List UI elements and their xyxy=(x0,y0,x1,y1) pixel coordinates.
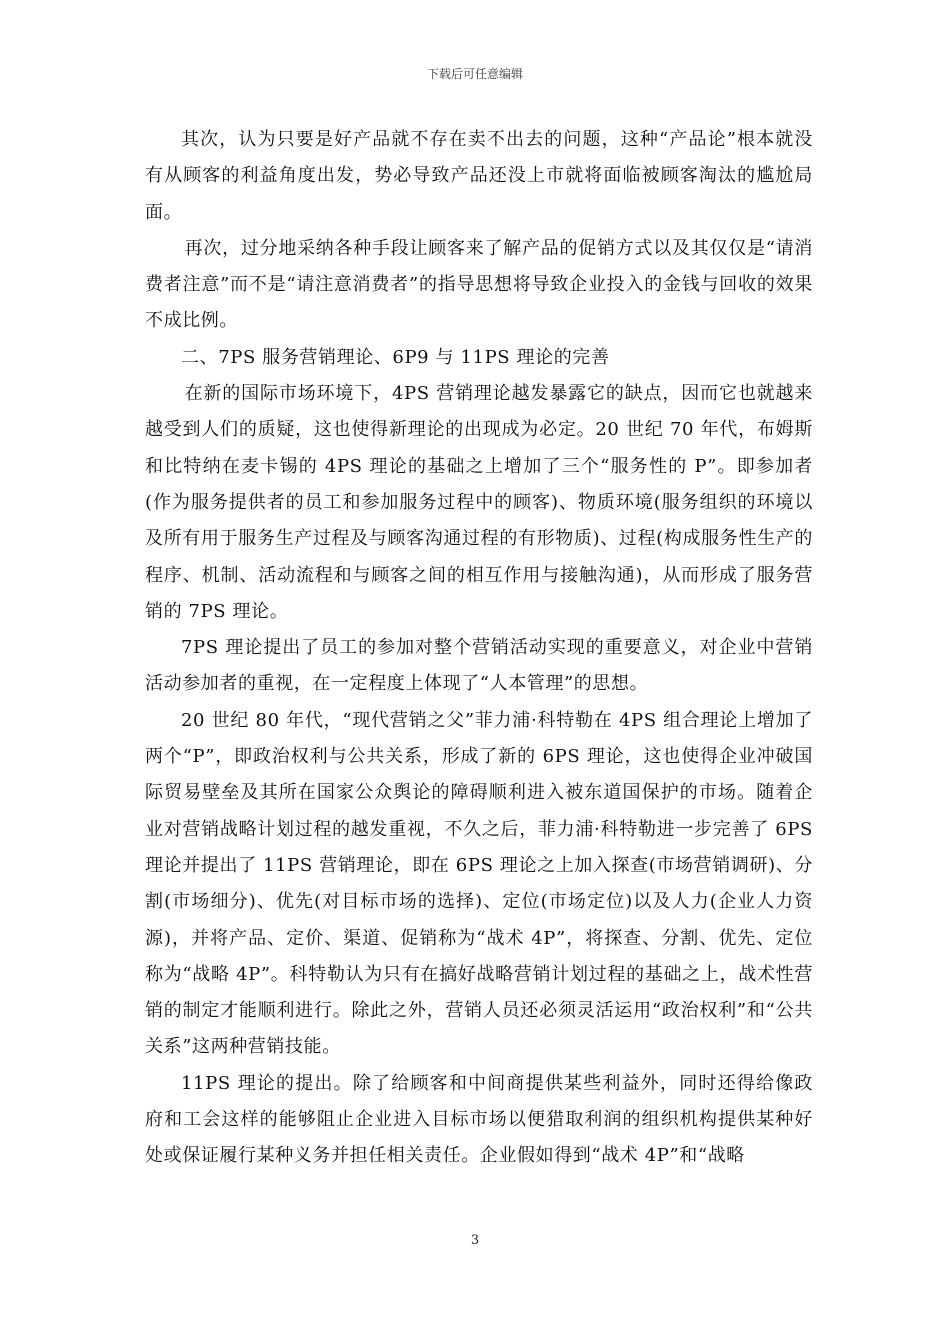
page-number: 3 xyxy=(470,1233,480,1248)
paragraph: 20 世纪 80 年代，“现代营销之父”菲力浦·科特勒在 4PS 组合理论上增加了两个“P”，即政治权利与公共关系，形成了新的 6PS 理论，这也使得企业冲破国际贸易壁垒及其所在国家公众舆论的障碍顺利进入被东道国保护的市场。随着企业对营销战略计划过程的越发重视，不久之后，菲力浦·科特勒进一步完善了 6PS 理论并提出了 11PS 营销理论，即在 6PS 理论之上加入探查(市场营销调研)、分割(市场细分)、优先(对目标市场的选择)、定位(市场定位)以及人力(企业人力资源)，并将产品、定价、渠道、促销称为“战术 4P”，将探查、分割、优先、定位称为“战略 4P”。科特勒认为只有在搞好战略营销计划过程的基础之上，战术性营销的制定才能顺利进行。除此之外，营销人员还必须灵活运用“政治权利”和“公共关系”这两种营销技能。 xyxy=(145,709,813,1058)
paragraph: 11PS 理论的提出。除了给顾客和中间商提供某些利益外，同时还得给像政府和工会这样的能够阻止企业进入目标市场以便猎取利润的组织机构提供某种好处或保证履行某种义务并担任相关责任。企业假如得到“战术 4P”和“战略 xyxy=(145,1072,813,1167)
paragraph: 7PS 理论提出了员工的参加对整个营销活动实现的重要意义，对企业中营销活动参加者的重视，在一定程度上体现了“人本管理”的思想。 xyxy=(145,637,813,695)
paragraph: 再次，过分地采纳各种手段让顾客来了解产品的促销方式以及其仅仅是“请消费者注意”而不是“请注意消费者”的指导思想将导致企业投入的金钱与回收的效果不成比例。 xyxy=(145,237,813,332)
page-header: 下载后可任意编辑 xyxy=(426,67,523,81)
document-body xyxy=(145,122,813,1175)
section-heading: 二、7PS 服务营销理论、6P9 与 11PS 理论的完善 xyxy=(181,346,610,368)
paragraph: 其次，认为只要是好产品就不存在卖不出去的问题，这种“产品论”根本就没有从顾客的利益角度出发，势必导致产品还没上市就将面临被顾客淘汰的尴尬局面。 xyxy=(145,129,813,223)
paragraph: 在新的国际市场环境下，4PS 营销理论越发暴露它的缺点，因而它也就越来越受到人们的质疑，这也使得新理论的出现成为必定。20 世纪 70 年代，布姆斯和比特纳在麦卡锡的 4PS 理论的基础之上增加了三个“服务性的 P”。即参加者(作为服务提供者的员工和参加服务过程中的顾客)、物质环境(服务组织的环境以及所有用于服务生产过程及与顾客沟通过程的有形物质)、过程(构成服务性生产的程序、机制、活动流程和与顾客之间的相互作用与接触沟通)，从而形成了服务营销的 7PS 理论。 xyxy=(145,383,813,622)
